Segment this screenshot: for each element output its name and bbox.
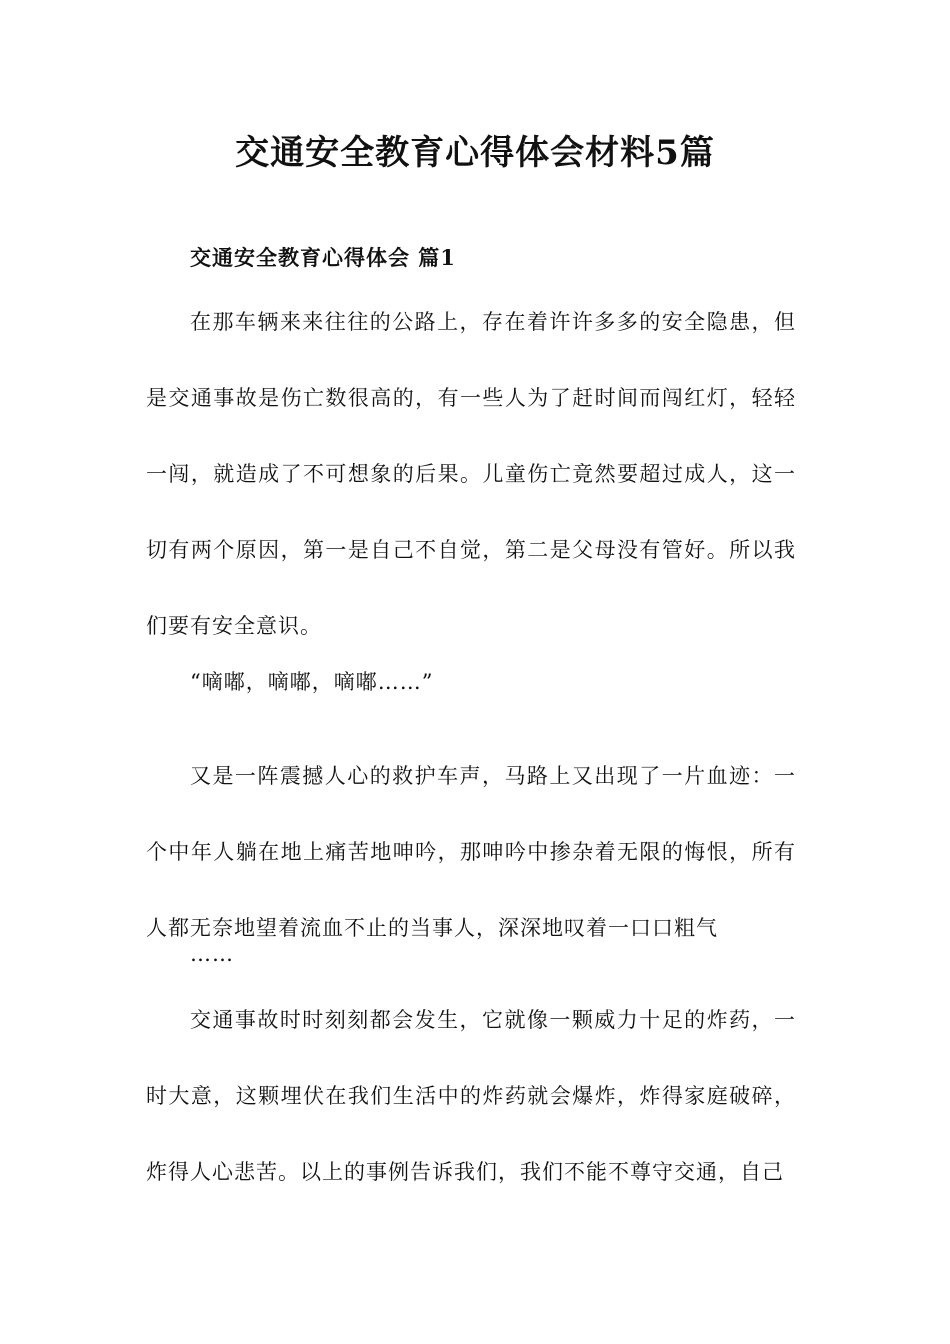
paragraph-1: 在那车辆来来往往的公路上，存在着许许多多的安全隐患，但是交通事故是伤亡数很高的，有一些人为了赶时间而闯红灯，轻轻一闯，就造成了不可想象的后果。儿童伤亡竟然要超过成人，这一切有两个原因，第一是自己不自觉，第二是父母没有管好。所以我们要有安全意识。 bbox=[146, 310, 796, 638]
document-title: 交通安全教育心得体会材料5篇 bbox=[235, 133, 715, 173]
paragraph-3: 交通事故时时刻刻都会发生，它就像一颗威力十足的炸药，一时大意，这颗埋伏在我们生活中的炸药就会爆炸，炸得家庭破碎，炸得人心悲苦。以上的事例告诉我们，我们不能不尊守交通，自己 bbox=[146, 1008, 796, 1184]
quote-line: “嘀嘟，嘀嘟，嘀嘟……” bbox=[190, 670, 434, 694]
section-heading: 交通安全教育心得体会 篇1 bbox=[190, 245, 456, 270]
ellipsis-line: …… bbox=[190, 942, 234, 966]
paragraph-2: 又是一阵震撼人心的救护车声，马路上又出现了一片血迹：一个中年人躺在地上痛苦地呻吟，那呻吟中掺杂着无限的悔恨，所有人都无奈地望着流血不止的当事人，深深地叹着一口口粗气 bbox=[146, 764, 796, 940]
